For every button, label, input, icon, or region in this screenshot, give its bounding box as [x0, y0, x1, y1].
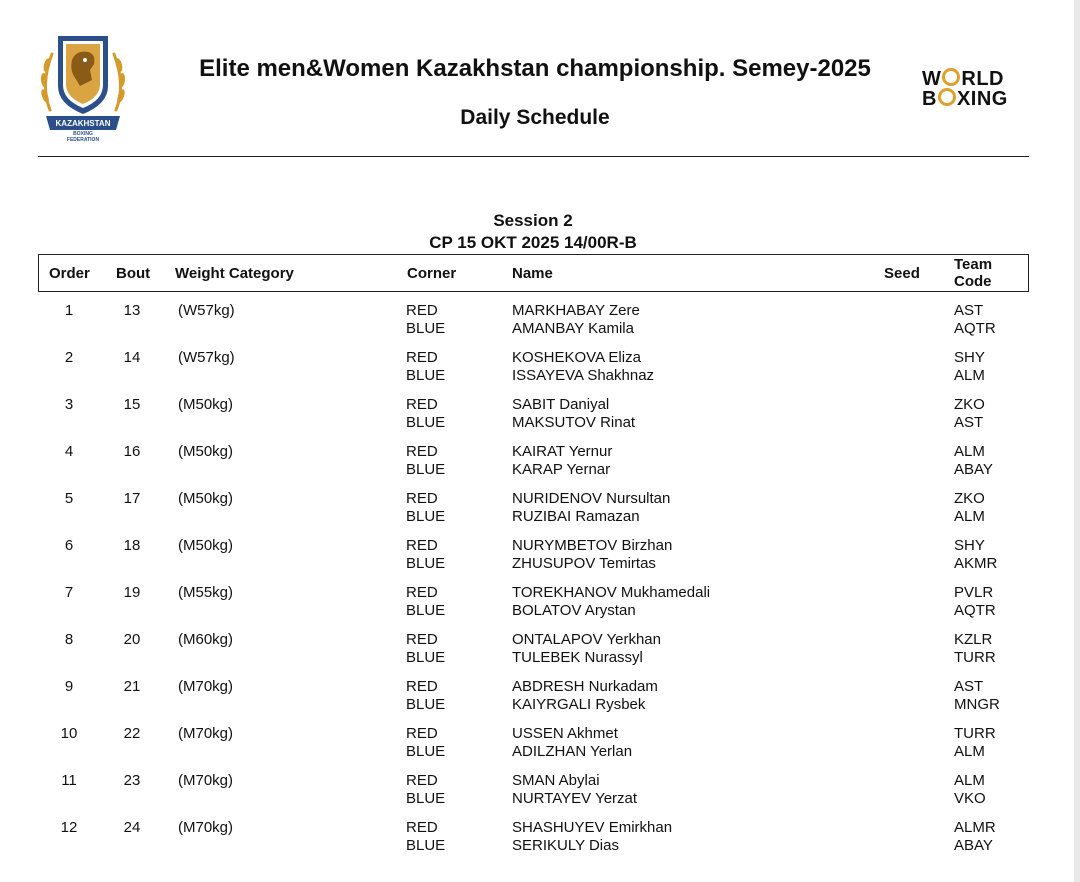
bout-order: 7 [64, 584, 74, 601]
header-bout: Bout [116, 265, 151, 282]
session-details: CP 15 OKT 2025 14/00R-B [429, 233, 637, 252]
table-row [0, 535, 1066, 582]
blue-corner-label: BLUE [406, 367, 446, 384]
blue-corner-label: BLUE [406, 790, 446, 807]
blue-boxer-name: MAKSUTOV Rinat [512, 414, 636, 431]
red-corner-label: RED [406, 302, 438, 319]
blue-corner-label: BLUE [406, 696, 446, 713]
bout-order: 8 [64, 631, 74, 648]
red-corner-label: RED [406, 631, 438, 648]
blue-corner-label: BLUE [406, 837, 446, 854]
bout-number: 21 [123, 678, 141, 695]
blue-team-code: AQTR [954, 602, 996, 619]
red-corner-label: RED [406, 490, 438, 507]
table-row [0, 817, 1066, 864]
blue-team-code: VKO [954, 790, 986, 807]
table-row [0, 629, 1066, 676]
table-row [0, 676, 1066, 723]
blue-team-code: ALM [954, 743, 985, 760]
blue-boxer-name: ZHUSUPOV Temirtas [512, 555, 656, 572]
blue-boxer-name: ISSAYEVA Shakhnaz [512, 367, 655, 384]
red-team-code: ALMR [954, 819, 996, 836]
blue-corner-label: BLUE [406, 414, 446, 431]
red-boxer-name: MARKHABAY Zere [512, 302, 640, 319]
red-boxer-name: NURIDENOV Nursultan [512, 490, 671, 507]
blue-team-code: ALM [954, 367, 985, 384]
red-boxer-name: ONTALAPOV Yerkhan [512, 631, 661, 648]
blue-team-code: TURR [954, 649, 996, 666]
bout-order: 4 [64, 443, 74, 460]
header-team-line1: Team [954, 256, 993, 273]
red-team-code: ALM [954, 772, 985, 789]
bout-order: 10 [60, 725, 78, 742]
blue-team-code: ALM [954, 508, 985, 525]
header-seed: Seed [884, 265, 920, 282]
red-corner-label: RED [406, 537, 438, 554]
page-edge [1074, 0, 1080, 882]
table-row [0, 394, 1066, 441]
table-row [0, 723, 1066, 770]
table-row [0, 441, 1066, 488]
blue-team-code: AQTR [954, 320, 996, 337]
blue-boxer-name: BOLATOV Arystan [512, 602, 636, 619]
bout-number: 20 [123, 631, 141, 648]
bout-order: 9 [64, 678, 74, 695]
red-boxer-name: NURYMBETOV Birzhan [512, 537, 673, 554]
ring-icon [942, 68, 960, 86]
blue-team-code: ABAY [954, 837, 993, 854]
bout-order: 1 [64, 302, 74, 319]
table-row [0, 770, 1066, 817]
bout-number: 19 [123, 584, 141, 601]
red-corner-label: RED [406, 819, 438, 836]
red-corner-label: RED [406, 396, 438, 413]
weight-category: (W57kg) [178, 349, 235, 366]
blue-boxer-name: KARAP Yernar [512, 461, 611, 478]
bout-number: 17 [123, 490, 141, 507]
bout-number: 13 [123, 302, 141, 319]
world-boxing-logo-line1: W RLD [922, 68, 1004, 90]
red-boxer-name: KOSHEKOVA Eliza [512, 349, 641, 366]
weight-category: (M70kg) [178, 725, 234, 742]
ring-icon [938, 88, 956, 106]
bout-list [0, 300, 1066, 864]
blue-boxer-name: TULEBEK Nurassyl [512, 649, 643, 666]
bout-order: 12 [60, 819, 78, 836]
red-corner-label: RED [406, 443, 438, 460]
document-subtitle: Daily Schedule [460, 106, 610, 129]
red-corner-label: RED [406, 678, 438, 695]
red-team-code: TURR [954, 725, 996, 742]
weight-category: (M50kg) [178, 443, 234, 460]
table-row [0, 582, 1066, 629]
bout-number: 23 [123, 772, 141, 789]
red-team-code: ALM [954, 443, 985, 460]
world-boxing-logo [922, 68, 1032, 108]
weight-category: (M70kg) [178, 772, 234, 789]
weight-category: (M50kg) [178, 537, 234, 554]
blue-boxer-name: NURTAYEV Yerzat [512, 790, 638, 807]
blue-boxer-name: AMANBAY Kamila [512, 320, 634, 337]
blue-team-code: MNGR [954, 696, 1000, 713]
red-boxer-name: KAIRAT Yernur [512, 443, 613, 460]
document-title: Elite men&Women Kazakhstan championship. Semey-2025 [199, 55, 871, 82]
bout-order: 6 [64, 537, 74, 554]
blue-corner-label: BLUE [406, 555, 446, 572]
blue-boxer-name: SERIKULY Dias [512, 837, 619, 854]
red-boxer-name: ABDRESH Nurkadam [512, 678, 658, 695]
blue-team-code: AST [954, 414, 984, 431]
weight-category: (W57kg) [178, 302, 235, 319]
bout-number: 14 [123, 349, 141, 366]
weight-category: (M70kg) [178, 678, 234, 695]
blue-corner-label: BLUE [406, 320, 446, 337]
weight-category: (M55kg) [178, 584, 234, 601]
blue-team-code: ABAY [954, 461, 993, 478]
table-row [0, 300, 1066, 347]
red-corner-label: RED [406, 349, 438, 366]
red-boxer-name: SMAN Abylai [512, 772, 600, 789]
blue-boxer-name: RUZIBAI Ramazan [512, 508, 640, 525]
header-divider [38, 156, 1029, 157]
logo-text-org: FEDERATION [66, 137, 100, 142]
bout-number: 22 [123, 725, 141, 742]
red-team-code: ZKO [954, 490, 985, 507]
header-team-line2: Code [954, 273, 992, 290]
blue-corner-label: BLUE [406, 461, 446, 478]
red-boxer-name: SABIT Daniyal [512, 396, 610, 413]
world-boxing-logo-line2: B XING [922, 88, 1008, 110]
header-order: Order [49, 265, 90, 282]
red-corner-label: RED [406, 725, 438, 742]
bout-order: 2 [64, 349, 74, 366]
red-corner-label: RED [406, 584, 438, 601]
red-team-code: AST [954, 678, 984, 695]
red-boxer-name: USSEN Akhmet [512, 725, 618, 742]
table-row [0, 347, 1066, 394]
red-corner-label: RED [406, 772, 438, 789]
bout-number: 24 [123, 819, 141, 836]
bout-order: 3 [64, 396, 74, 413]
table-header [38, 254, 1029, 292]
red-boxer-name: SHASHUYEV Emirkhan [512, 819, 673, 836]
bout-order: 5 [64, 490, 74, 507]
bout-number: 16 [123, 443, 141, 460]
red-team-code: SHY [954, 349, 985, 366]
blue-corner-label: BLUE [406, 602, 446, 619]
blue-boxer-name: ADILZHAN Yerlan [512, 743, 633, 760]
table-row [0, 488, 1066, 535]
header-corner: Corner [407, 265, 457, 282]
weight-category: (M60kg) [178, 631, 234, 648]
red-boxer-name: TOREKHANOV Mukhamedali [512, 584, 711, 601]
blue-corner-label: BLUE [406, 508, 446, 525]
bout-number: 18 [123, 537, 141, 554]
weight-category: (M70kg) [178, 819, 234, 836]
header-name: Name [512, 265, 553, 282]
blue-boxer-name: KAIYRGALI Rysbek [512, 696, 646, 713]
bout-number: 15 [123, 396, 141, 413]
session-title: Session 2 [493, 211, 573, 230]
weight-category: (M50kg) [178, 490, 234, 507]
blue-corner-label: BLUE [406, 743, 446, 760]
logo-text-sport: BOXING [73, 131, 93, 137]
logo-text-country: KAZAKHSTAN [55, 119, 111, 128]
kazakhstan-boxing-federation-logo [36, 30, 130, 142]
red-team-code: KZLR [954, 631, 993, 648]
blue-team-code: AKMR [954, 555, 998, 572]
bout-order: 11 [61, 772, 77, 789]
header-weight-category: Weight Category [175, 265, 294, 282]
red-team-code: SHY [954, 537, 985, 554]
red-team-code: ZKO [954, 396, 985, 413]
red-team-code: PVLR [954, 584, 994, 601]
blue-corner-label: BLUE [406, 649, 446, 666]
weight-category: (M50kg) [178, 396, 234, 413]
red-team-code: AST [954, 302, 984, 319]
